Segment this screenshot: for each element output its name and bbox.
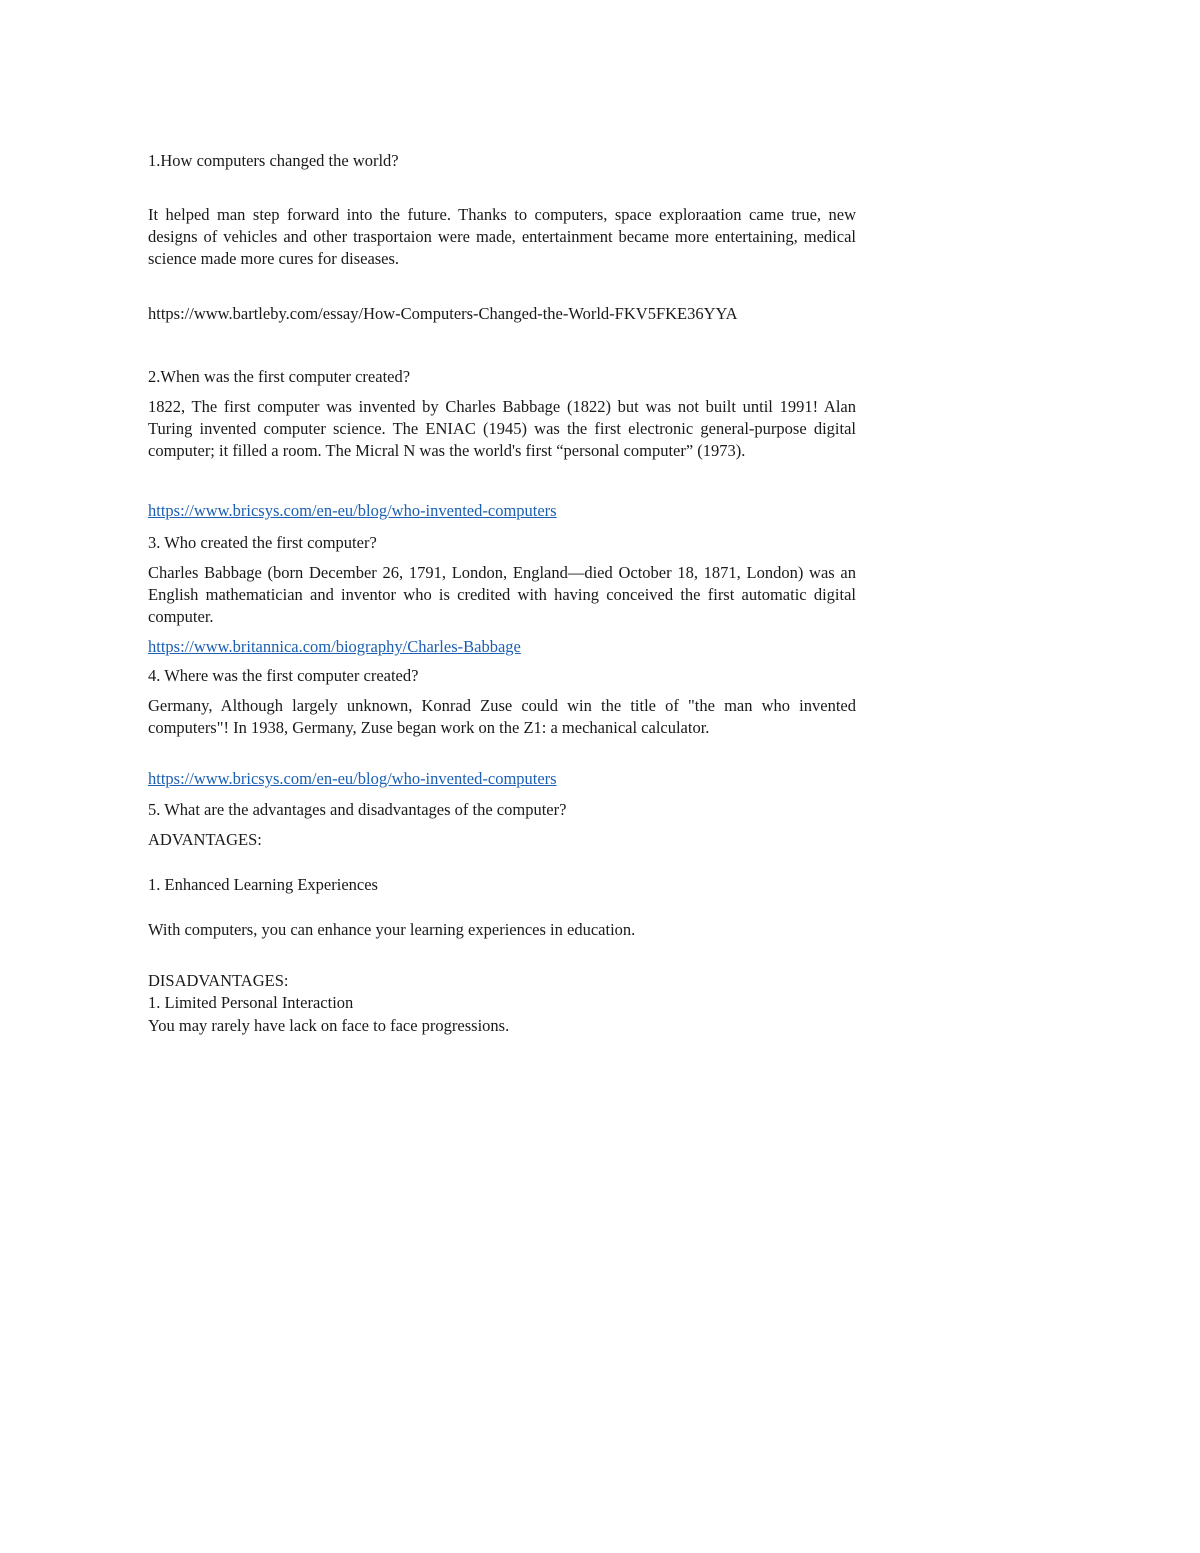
question-4: 4. Where was the first computer created? — [148, 666, 419, 685]
advantage-1-title: 1. Enhanced Learning Experiences — [148, 875, 378, 894]
advantages-heading: ADVANTAGES: — [148, 830, 262, 849]
source-link-4[interactable]: https://www.bricsys.com/en-eu/blog/who-invented-computers — [148, 769, 557, 788]
answer-3: Charles Babbage (born December 26, 1791, London, England—died October 18, 1871, London) was an English mathematician and inventor who is credited with having conceived the first automatic digital computer. — [148, 563, 856, 626]
answer-2: 1822, The first computer was invented by Charles Babbage (1822) but was not built until 1991! Alan Turing invented computer science. The ENIAC (1945) was the first electronic general-purpose digital computer; it filled a room. The Micral N was the world's first “personal computer” (1973). — [148, 397, 856, 460]
question-2: 2.When was the first computer created? — [148, 367, 411, 386]
answer-1: It helped man step forward into the future. Thanks to computers, space exploraation came true, new designs of vehicles and other trasportaion were made, entertainment became more entertaining, medical science made more cures for diseases. — [148, 205, 856, 268]
question-5: 5. What are the advantages and disadvantages of the computer? — [148, 800, 567, 819]
advantage-1-text: With computers, you can enhance your learning experiences in education. — [148, 920, 636, 939]
source-link-3[interactable]: https://www.britannica.com/biography/Charles-Babbage — [148, 637, 521, 656]
source-1: https://www.bartleby.com/essay/How-Computers-Changed-the-World-FKV5FKE36YYA — [148, 304, 738, 323]
question-3: 3. Who created the first computer? — [148, 533, 377, 552]
answer-4: Germany, Although largely unknown, Konrad Zuse could win the title of "the man who invented computers"! In 1938, Germany, Zuse began work on the Z1: a mechanical calculator. — [148, 696, 856, 737]
disadvantages-heading: DISADVANTAGES: — [148, 971, 289, 990]
question-1: 1.How computers changed the world? — [148, 151, 399, 170]
source-link-2[interactable]: https://www.bricsys.com/en-eu/blog/who-invented-computers — [148, 501, 557, 520]
disadvantage-1-text: You may rarely have lack on face to face progressions. — [148, 1016, 510, 1035]
disadvantage-1-title: 1. Limited Personal Interaction — [148, 993, 354, 1012]
